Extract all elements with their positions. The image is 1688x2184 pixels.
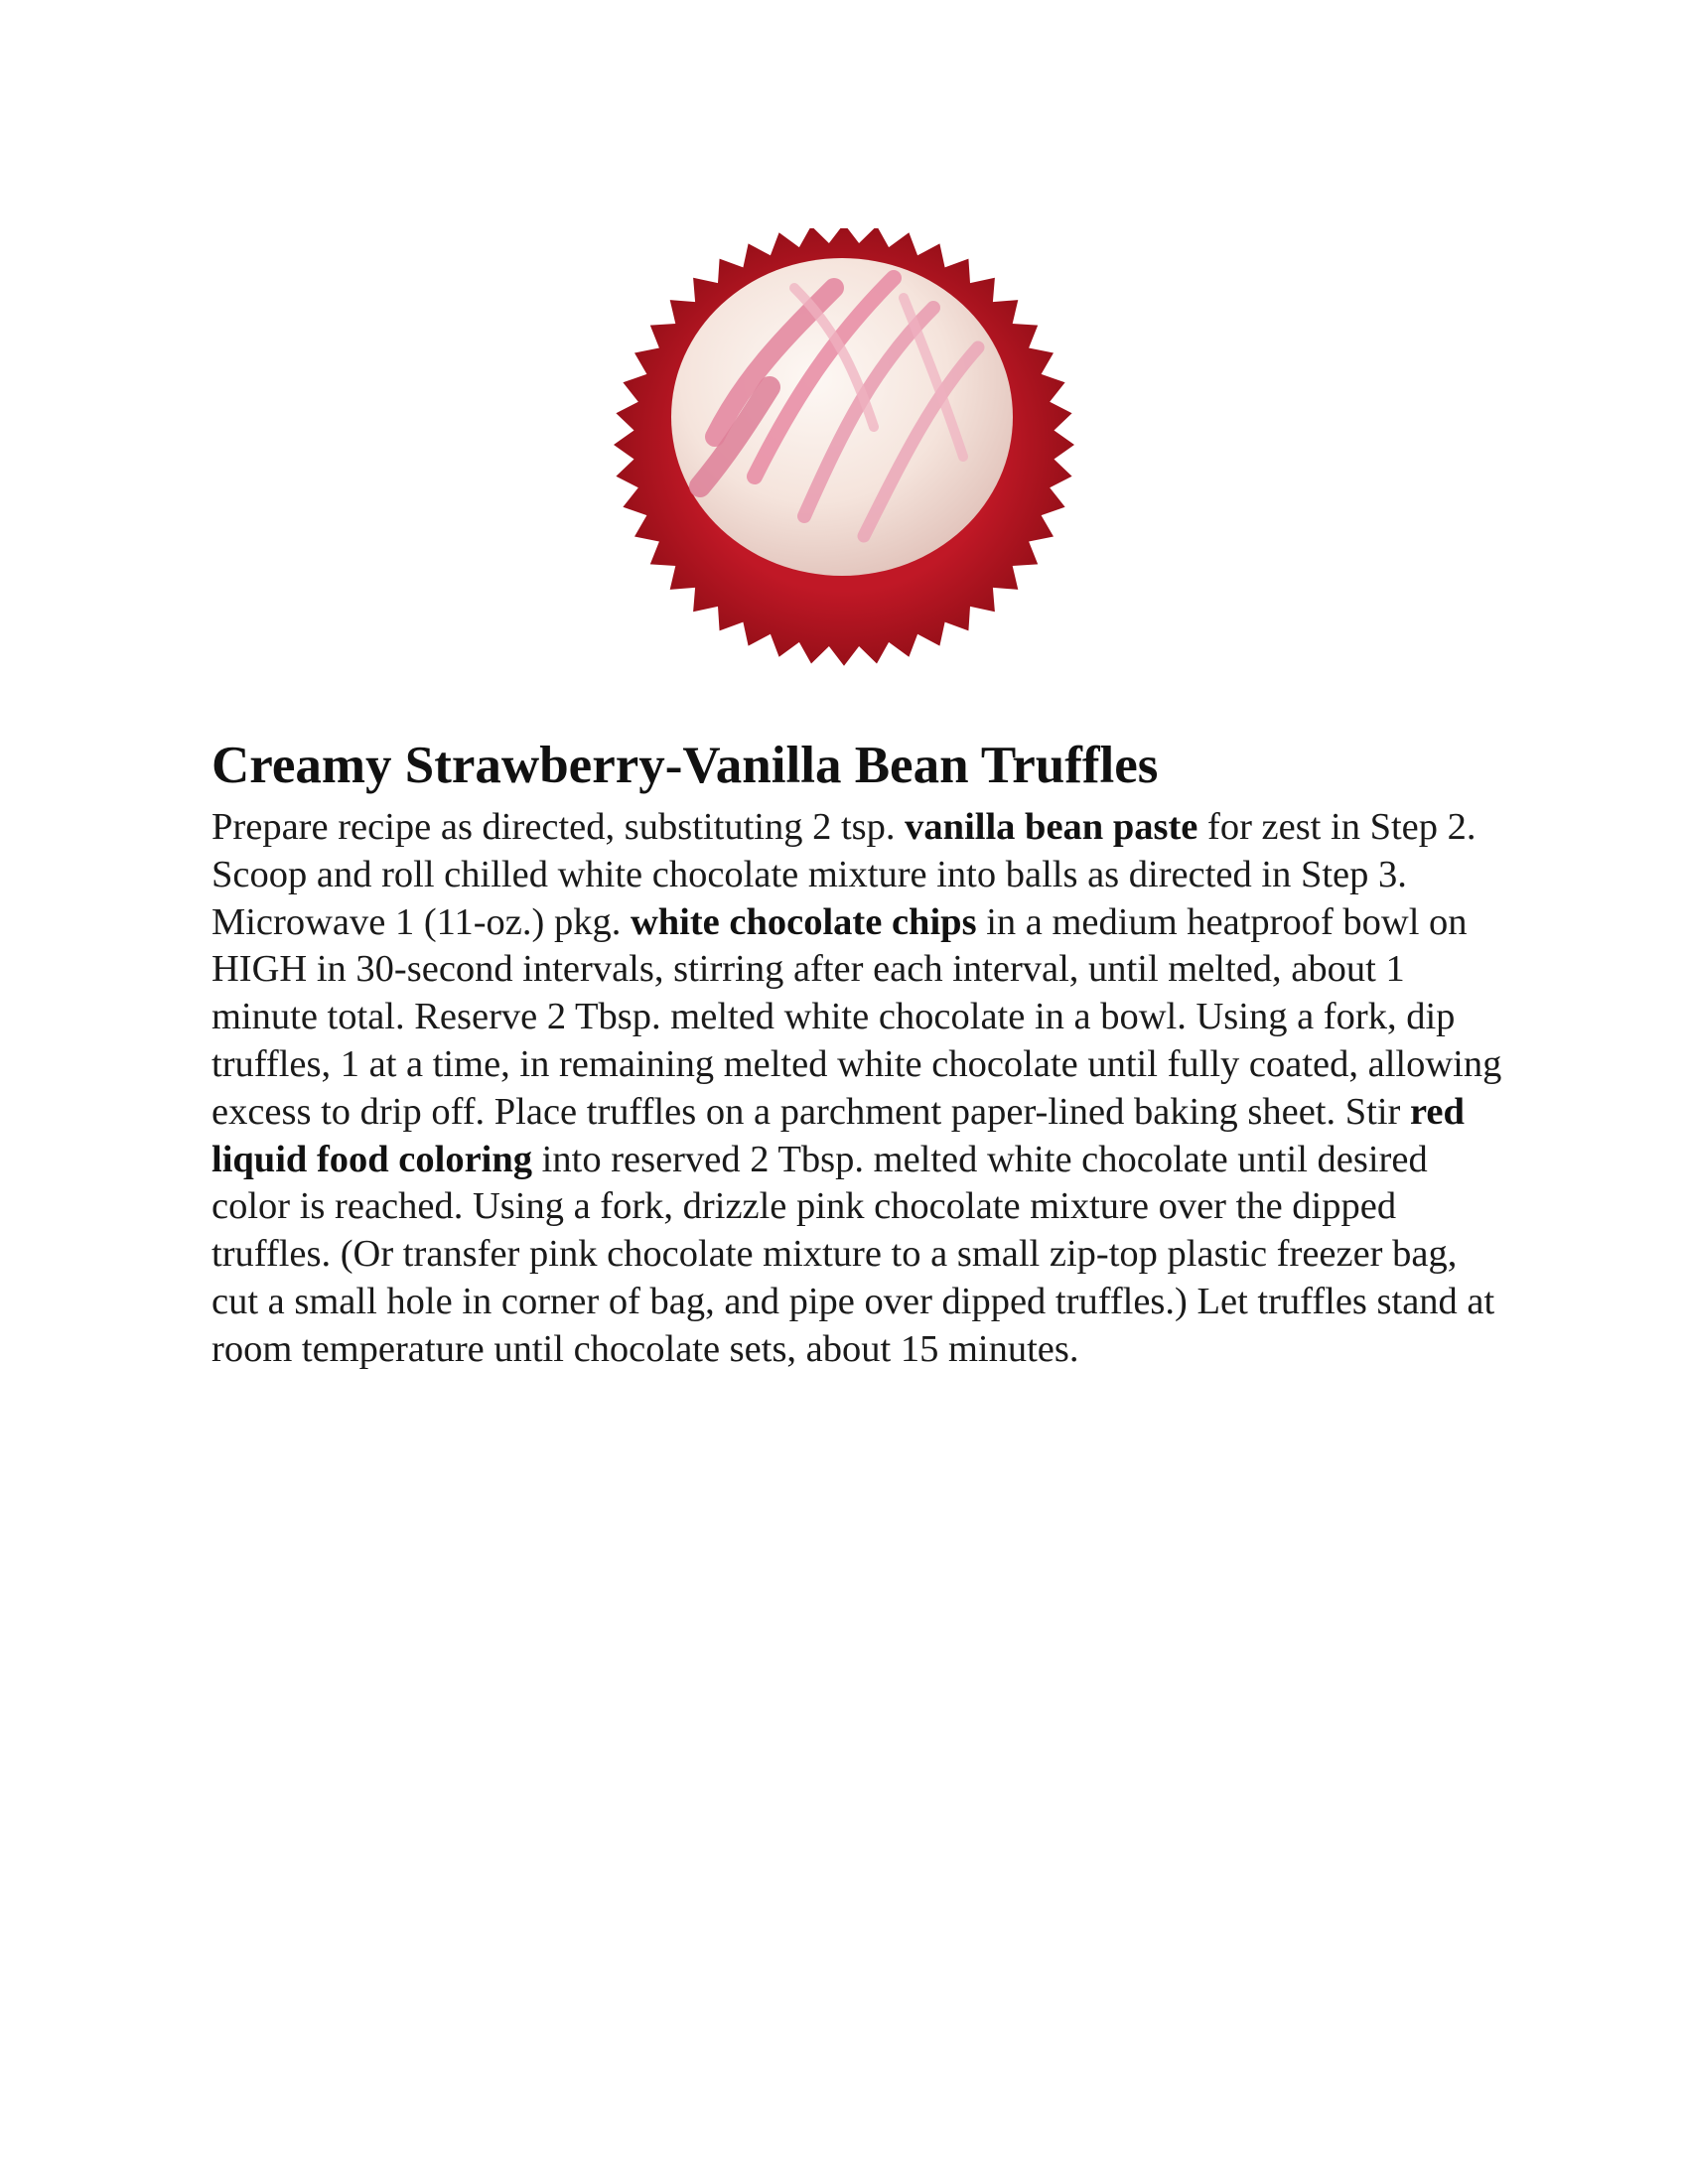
recipe-instructions (211, 804, 1502, 1374)
ingredient-highlight: red liquid food coloring (211, 1090, 1465, 1180)
instruction-text: in a medium heatproof bowl on HIGH in 30-second intervals, stirring after each interval, until melted, about 1 minute total. Reserve 2 Tbsp. melted white chocolate in a bowl. Using a fork, dip truffles, 1 at a time, in remaining melted white chocolate until fully coated, allowing excess to drip off. Place truffles on a parchment paper-lined baking sheet. Stir (211, 900, 1502, 1133)
ingredient-highlight: vanilla bean paste (905, 806, 1198, 848)
instruction-text: into reserved 2 Tbsp. melted white chocolate until desired color is reached. Using a fork, drizzle pink chocolate mixture over the dipped truffles. (Or transfer pink chocolate mixture to a small zip-top plastic freezer bag, cut a small hole in corner of bag, and pipe over dipped truffles.) Let truffles stand at room temperature until chocolate sets, about 15 minutes. (211, 1138, 1495, 1370)
instruction-text: Prepare recipe as directed, substituting 2 tsp. (211, 806, 906, 848)
recipe-section (211, 733, 1502, 1374)
truffle-photo (606, 228, 1082, 675)
ingredient-highlight: white chocolate chips (630, 900, 977, 943)
recipe-title: Creamy Strawberry-Vanilla Bean Truffles (211, 737, 1159, 794)
instruction-text: for zest in Step 2. Scoop and roll chilled white chocolate mixture into balls as directed in Step 3. Microwave 1 (11-oz.) pkg. (211, 806, 1477, 943)
